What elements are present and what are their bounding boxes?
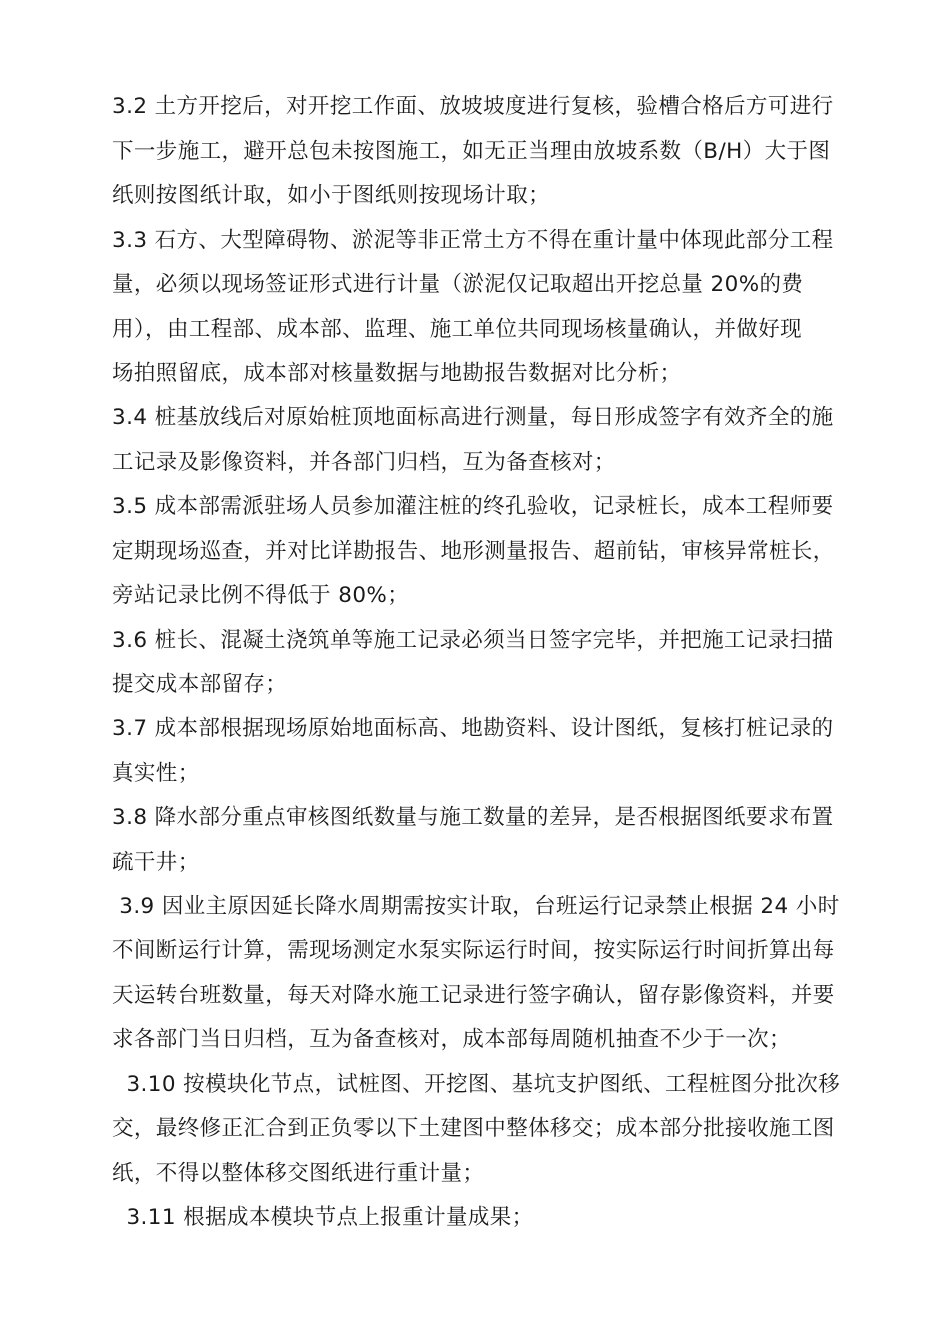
text-line: 真实性； [112, 761, 200, 786]
text-line: 求各部门当日归档，互为备查核对，成本部每周随机抽查不少于一次； [112, 1027, 791, 1052]
text-line: 3.5 成本部需派驻场人员参加灌注桩的终孔验收，记录桩长，成本工程师要 [112, 494, 834, 519]
text-line: 3.2 土方开挖后，对开挖工作面、放坡坡度进行复核，验槽合格后方可进行 [112, 94, 834, 119]
text-line: 3.10 按模块化节点，试桩图、开挖图、基坑支护图纸、工程桩图分批次移 [112, 1072, 841, 1097]
text-line: 3.8 降水部分重点审核图纸数量与施工数量的差异，是否根据图纸要求布置 [112, 805, 834, 830]
text-line: 纸则按图纸计取，如小于图纸则按现场计取； [112, 183, 551, 208]
text-line: 3.11 根据成本模块节点上报重计量成果； [112, 1205, 534, 1230]
text-line: 交，最终修正汇合到正负零以下土建图中整体移交；成本部分批接收施工图 [112, 1116, 835, 1141]
text-line: 提交成本部留存； [112, 672, 288, 697]
text-line: 3.4 桩基放线后对原始桩顶地面标高进行测量，每日形成签字有效齐全的施 [112, 405, 834, 430]
text-line: 下一步施工，避开总包未按图施工，如无正当理由放坡系数（B/H）大于图 [112, 139, 831, 164]
text-line: 用），由工程部、成本部、监理、施工单位共同现场核量确认，并做好现 [112, 317, 803, 342]
text-line: 3.7 成本部根据现场原始地面标高、地勘资料、设计图纸，复核打桩记录的 [112, 716, 834, 741]
text-line: 纸，不得以整体移交图纸进行重计量； [112, 1161, 485, 1186]
text-line: 天运转台班数量，每天对降水施工记录进行签字确认，留存影像资料，并要 [112, 983, 835, 1008]
text-line: 3.9 因业主原因延长降水周期需按实计取，台班运行记录禁止根据 24 小时 [112, 894, 840, 919]
text-line: 3.6 桩长、混凝土浇筑单等施工记录必须当日签字完毕，并把施工记录扫描 [112, 628, 834, 653]
text-line: 旁站记录比例不得低于 80%； [112, 583, 410, 608]
text-line: 量，必须以现场签证形式进行计量（淤泥仅记取超出开挖总量 20%的费 [112, 272, 804, 297]
text-line: 定期现场巡查，并对比详勘报告、地形测量报告、超前钻，审核异常桩长， [112, 539, 835, 564]
text-line: 场拍照留底，成本部对核量数据与地勘报告数据对比分析； [112, 361, 682, 386]
text-line: 疏干井； [112, 850, 200, 875]
text-line: 工记录及影像资料，并各部门归档，互为备查核对； [112, 450, 616, 475]
text-line: 3.3 石方、大型障碍物、淤泥等非正常土方不得在重计量中体现此部分工程 [112, 228, 834, 253]
text-line: 不间断运行计算，需现场测定水泵实际运行时间，按实际运行时间折算出每 [112, 938, 835, 963]
